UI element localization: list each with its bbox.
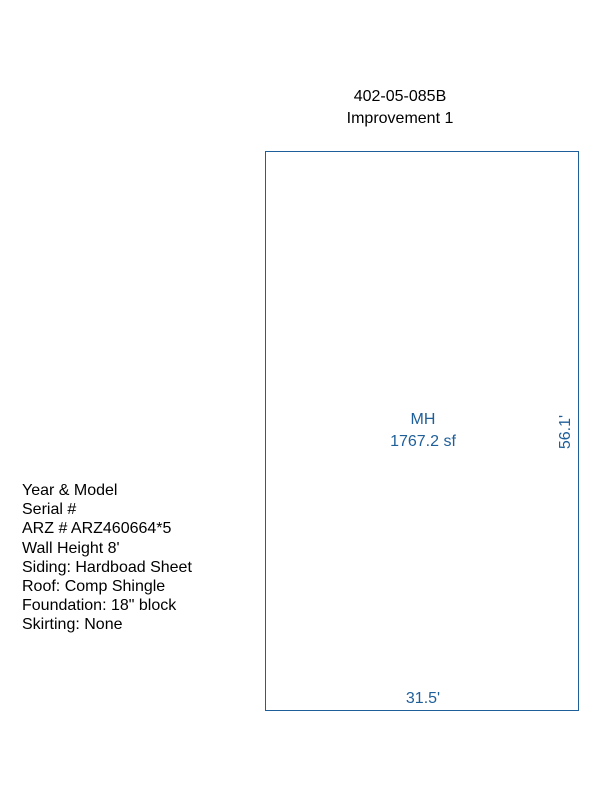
property-notes (22, 481, 192, 635)
note-serial: Serial # (22, 501, 77, 519)
note-skirting: Skirting: None (22, 616, 123, 634)
note-year-model: Year & Model (22, 482, 118, 499)
improvement-title: Improvement 1 (346, 110, 454, 127)
note-foundation: Foundation: 18" block (22, 597, 177, 615)
width-dimension: 31.5' (405, 690, 441, 707)
parcel-id: 402-05-085B (353, 88, 447, 105)
building-outline (265, 151, 579, 711)
note-roof: Roof: Comp Shingle (22, 578, 166, 596)
note-siding: Siding: Hardboad Sheet (22, 558, 192, 576)
area-size-label: 1767.2 sf (390, 433, 456, 450)
note-arz: ARZ # ARZ460664*5 (22, 520, 172, 538)
area-code-label: MH (410, 411, 436, 428)
depth-dimension: 56.1' (557, 414, 574, 450)
note-wall-height: Wall Height 8' (22, 539, 120, 557)
